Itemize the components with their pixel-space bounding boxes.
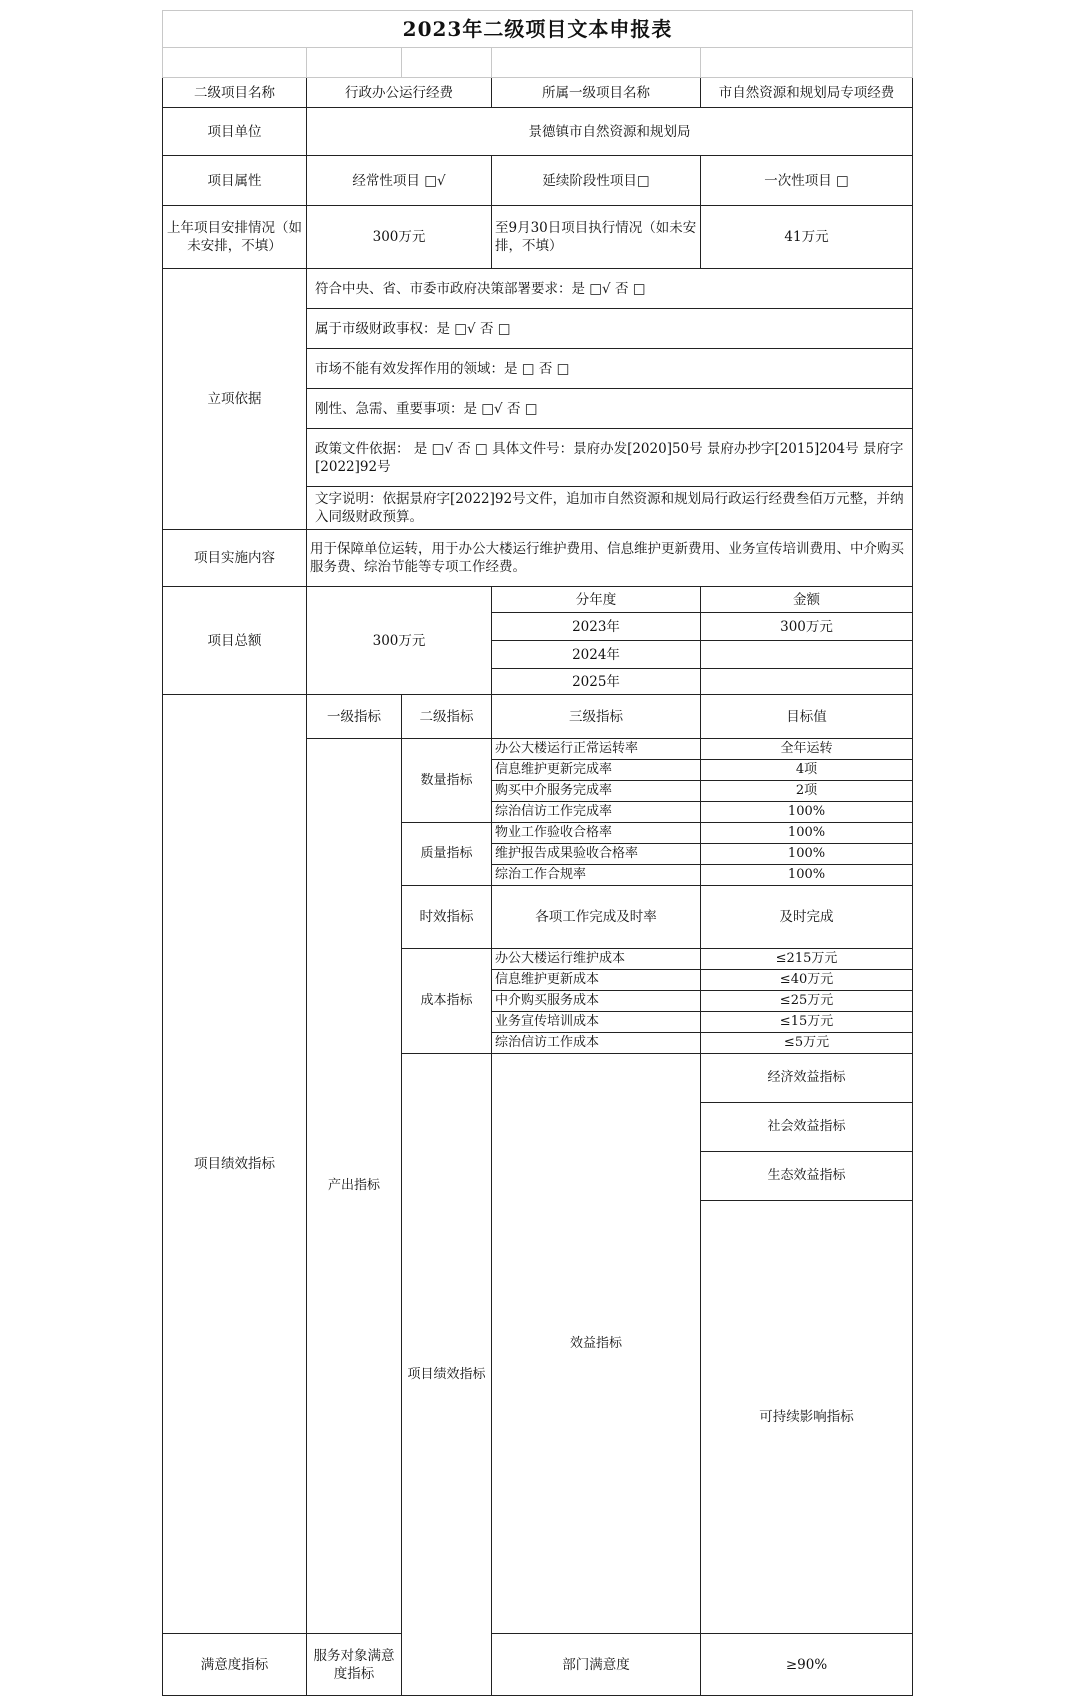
project-unit-label: 项目单位 bbox=[163, 108, 307, 156]
performance-label: 项目绩效指标 bbox=[163, 695, 307, 1634]
indicator-name: 信息维护更新成本 bbox=[492, 970, 701, 991]
spacer-cell bbox=[492, 48, 701, 78]
last-year-label: 上年项目安排情况（如未安排，不填） bbox=[163, 206, 307, 269]
spacer-cell bbox=[402, 48, 492, 78]
page-title: 2023年二级项目文本申报表 bbox=[163, 11, 913, 48]
header-level3: 三级指标 bbox=[492, 695, 701, 739]
spacer-cell bbox=[701, 48, 913, 78]
benefit-indicator-label: 效益指标 bbox=[492, 1054, 701, 1634]
execution-value: 41万元 bbox=[701, 206, 913, 269]
spacer-cell bbox=[307, 48, 402, 78]
basis-urgent-matters: 刚性、急需、重要事项：是 □√ 否 □ bbox=[307, 389, 913, 429]
content-text: 用于保障单位运转，用于办公大楼运行维护费用、信息维护更新费用、业务宣传培训费用、中介购买服务费、综治节能等专项工作经费。 bbox=[307, 530, 913, 587]
indicator-name: 各项工作完成及时率 bbox=[492, 886, 701, 949]
indicator-target: ≥90% bbox=[701, 1634, 913, 1696]
header-level2: 二级指标 bbox=[402, 695, 492, 739]
indicator-name: 物业工作验收合格率 bbox=[492, 823, 701, 844]
economic-benefit-label: 经济效益指标 bbox=[701, 1054, 913, 1103]
indicator-target: ≤25万元 bbox=[701, 991, 913, 1012]
content-label: 项目实施内容 bbox=[163, 530, 307, 587]
spacer-cell bbox=[163, 48, 307, 78]
indicator-target: 100% bbox=[701, 844, 913, 865]
indicator-target: 100% bbox=[701, 865, 913, 886]
indicator-name: 综治信访工作完成率 bbox=[492, 802, 701, 823]
year-cell: 2024年 bbox=[492, 641, 701, 669]
project-name-value: 行政办公运行经费 bbox=[307, 78, 492, 108]
indicator-target: 100% bbox=[701, 802, 913, 823]
amount-header: 金额 bbox=[701, 587, 913, 613]
year-cell: 2023年 bbox=[492, 613, 701, 641]
indicator-name: 信息维护更新完成率 bbox=[492, 760, 701, 781]
timeliness-indicator-label: 时效指标 bbox=[402, 886, 492, 949]
indicator-target: ≤215万元 bbox=[701, 949, 913, 970]
amount-cell bbox=[701, 641, 913, 669]
indicator-target: 4项 bbox=[701, 760, 913, 781]
indicator-target: ≤5万元 bbox=[701, 1033, 913, 1054]
project-name-label: 二级项目名称 bbox=[163, 78, 307, 108]
indicator-target: 及时完成 bbox=[701, 886, 913, 949]
basis-central-policy: 符合中央、省、市委市政府决策部署要求：是 □√ 否 □ bbox=[307, 269, 913, 309]
attribute-onetime-checkbox[interactable]: 一次性项目 □ bbox=[701, 156, 913, 206]
execution-label: 至9月30日项目执行情况（如未安排，不填） bbox=[492, 206, 701, 269]
basis-description: 文字说明：依据景府字[2022]92号文件，追加市自然资源和规划局行政运行经费叁佰万元整，并纳入同级财政预算。 bbox=[307, 487, 913, 530]
application-form bbox=[162, 10, 913, 1696]
project-attribute-label: 项目属性 bbox=[163, 156, 307, 206]
indicator-target: ≤40万元 bbox=[701, 970, 913, 991]
project-unit-value: 景德镇市自然资源和规划局 bbox=[307, 108, 913, 156]
basis-policy-documents: 政策文件依据： 是 □√ 否 □ 具体文件号：景府办发[2020]50号 景府办抄字[2015]204号 景府字[2022]92号 bbox=[307, 429, 913, 487]
parent-project-value: 市自然资源和规划局专项经费 bbox=[701, 78, 913, 108]
indicator-name: 综治信访工作成本 bbox=[492, 1033, 701, 1054]
parent-project-label: 所属一级项目名称 bbox=[492, 78, 701, 108]
indicator-name: 综治工作合规率 bbox=[492, 865, 701, 886]
indicator-name: 中介购买服务成本 bbox=[492, 991, 701, 1012]
service-satisfaction-label: 服务对象满意度指标 bbox=[307, 1634, 402, 1696]
last-year-value: 300万元 bbox=[307, 206, 492, 269]
indicator-target: ≤15万元 bbox=[701, 1012, 913, 1033]
header-level1: 一级指标 bbox=[307, 695, 402, 739]
sustainable-impact-label: 可持续影响指标 bbox=[701, 1201, 913, 1634]
ecological-benefit-label: 生态效益指标 bbox=[701, 1152, 913, 1201]
indicator-name: 部门满意度 bbox=[492, 1634, 701, 1696]
basis-market-failure: 市场不能有效发挥作用的领域：是 □ 否 □ bbox=[307, 349, 913, 389]
total-value: 300万元 bbox=[307, 587, 492, 695]
performance-label-2: 项目绩效指标 bbox=[402, 1054, 492, 1696]
quality-indicator-label: 质量指标 bbox=[402, 823, 492, 886]
cost-indicator-label: 成本指标 bbox=[402, 949, 492, 1054]
attribute-continuing-checkbox[interactable]: 延续阶段性项目□ bbox=[492, 156, 701, 206]
indicator-name: 办公大楼运行维护成本 bbox=[492, 949, 701, 970]
amount-cell bbox=[701, 669, 913, 695]
indicator-target: 2项 bbox=[701, 781, 913, 802]
basis-label: 立项依据 bbox=[163, 269, 307, 530]
indicator-name: 办公大楼运行正常运转率 bbox=[492, 739, 701, 760]
amount-cell: 300万元 bbox=[701, 613, 913, 641]
satisfaction-indicator-label: 满意度指标 bbox=[163, 1634, 307, 1696]
total-label: 项目总额 bbox=[163, 587, 307, 695]
indicator-target: 全年运转 bbox=[701, 739, 913, 760]
indicator-name: 购买中介服务完成率 bbox=[492, 781, 701, 802]
social-benefit-label: 社会效益指标 bbox=[701, 1103, 913, 1152]
indicator-name: 维护报告成果验收合格率 bbox=[492, 844, 701, 865]
quantity-indicator-label: 数量指标 bbox=[402, 739, 492, 823]
header-target: 目标值 bbox=[701, 695, 913, 739]
indicator-name: 业务宣传培训成本 bbox=[492, 1012, 701, 1033]
year-cell: 2025年 bbox=[492, 669, 701, 695]
basis-municipal-authority: 属于市级财政事权：是 □√ 否 □ bbox=[307, 309, 913, 349]
output-indicator-label: 产出指标 bbox=[307, 739, 402, 1634]
attribute-regular-checkbox[interactable]: 经常性项目 □√ bbox=[307, 156, 492, 206]
year-header: 分年度 bbox=[492, 587, 701, 613]
indicator-target: 100% bbox=[701, 823, 913, 844]
form-table bbox=[162, 10, 913, 1696]
